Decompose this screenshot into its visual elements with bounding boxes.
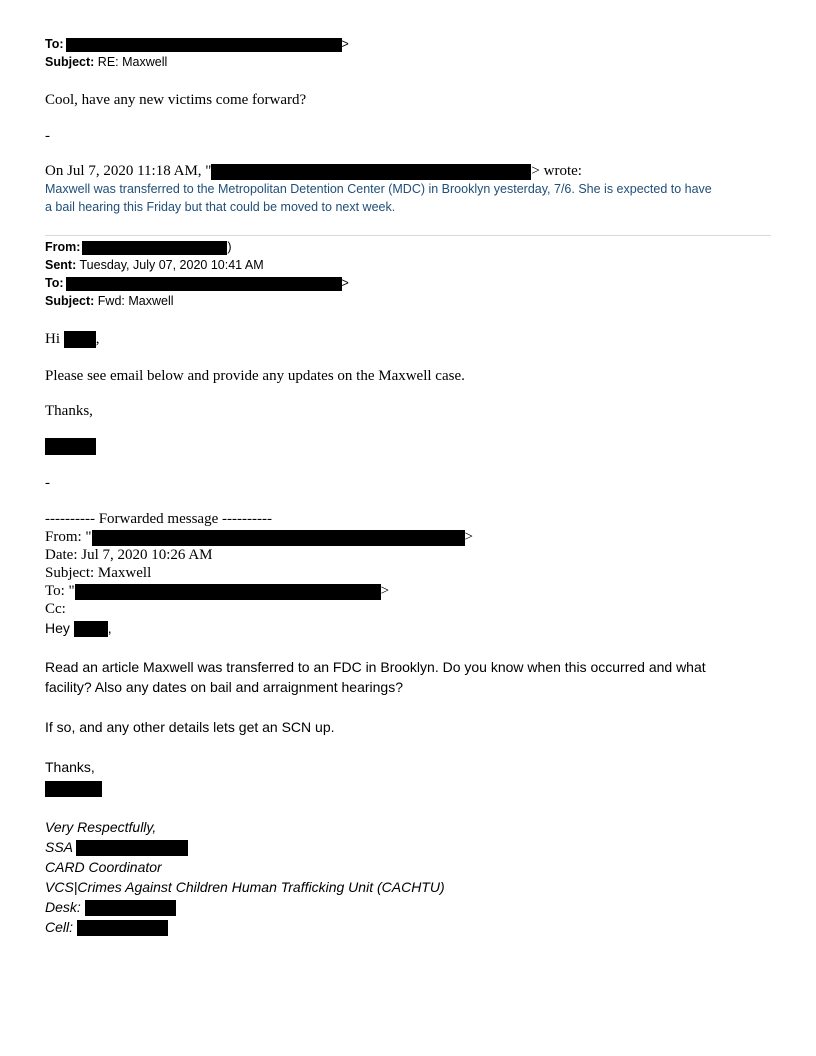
fwd1-sent-value: Tuesday, July 07, 2020 10:41 AM — [79, 258, 264, 272]
redaction-box — [82, 241, 227, 255]
redaction-box — [66, 38, 342, 52]
fwd2-greeting-text: Hey — [45, 620, 70, 636]
fwd2-greeting — [45, 620, 112, 637]
fwd2-body-line-3: If so, and any other details lets get an SCN up. — [45, 719, 335, 735]
fwd2-body-line-2: facility? Also any dates on bail and arraignment hearings? — [45, 679, 403, 695]
fwd1-subject-label: Subject: — [45, 294, 95, 308]
sig-desk-line — [45, 899, 176, 916]
fwd1-subject-value: Fwd: Maxwell — [97, 294, 174, 308]
sig-cell-label: Cell: — [45, 919, 74, 935]
redaction-box — [66, 277, 342, 291]
fwd1-sent-line — [45, 258, 264, 272]
fwd2-date-line: Date: Jul 7, 2020 10:26 AM — [45, 547, 213, 563]
fwd1-to-label: To: — [45, 276, 64, 290]
fwd1-signature-redaction — [45, 438, 96, 456]
sig-role: CARD Coordinator — [45, 859, 162, 875]
fwd2-from-suffix: > — [464, 529, 474, 545]
fwd2-to-suffix: > — [380, 583, 390, 599]
sig-desk-label: Desk: — [45, 899, 81, 915]
sig-title-prefix: SSA — [45, 839, 73, 855]
reply-to-line — [45, 37, 349, 52]
fwd1-from-line — [45, 240, 232, 255]
fwd2-body-line-1: Read an article Maxwell was transferred to an FDC in Brooklyn. Do you know when this occurred and what — [45, 659, 706, 675]
quote-body-line-2: a bail hearing this Friday but that could be moved to next week. — [45, 200, 396, 214]
fwd2-from-prefix: From: " — [45, 529, 92, 545]
redaction-box — [76, 840, 188, 856]
redaction-box — [75, 584, 381, 600]
fwd1-from-label: From: — [45, 240, 81, 254]
redaction-box — [85, 900, 176, 916]
fwd2-closing: Thanks, — [45, 759, 95, 775]
redaction-box — [74, 621, 108, 637]
fwd2-signature-redaction — [45, 780, 102, 798]
redaction-box — [64, 331, 96, 348]
redaction-box — [45, 438, 96, 455]
fwd2-subject-line: Subject: Maxwell — [45, 565, 152, 581]
fwd1-to-suffix: > — [341, 276, 349, 290]
fwd1-greeting-suffix: , — [95, 331, 100, 347]
reply-subject-label: Subject: — [45, 55, 95, 69]
quote-body-line-1: Maxwell was transferred to the Metropolitan Detention Center (MDC) in Brooklyn yesterday, 7/6. She is expected to have — [45, 182, 712, 196]
divider — [45, 235, 771, 236]
redaction-box — [211, 164, 531, 180]
sig-valediction: Very Respectfully, — [45, 819, 157, 835]
quote-suffix: > wrote: — [531, 163, 582, 179]
quote-attribution — [45, 163, 582, 180]
redaction-box — [45, 781, 102, 797]
fwd1-to-line — [45, 276, 349, 291]
fwd1-sent-label: Sent: — [45, 258, 77, 272]
fwd1-closing: Thanks, — [45, 403, 93, 419]
sig-cell-line — [45, 919, 168, 936]
redaction-box — [92, 530, 465, 546]
fwd2-from-line — [45, 529, 473, 546]
fwd2-cc-line: Cc: — [45, 601, 66, 617]
fwd1-from-suffix: ) — [227, 240, 232, 254]
fwd1-greeting-text: Hi — [45, 331, 60, 347]
fwd1-body: Please see email below and provide any updates on the Maxwell case. — [45, 368, 465, 384]
quote-prefix: On Jul 7, 2020 11:18 AM, " — [45, 163, 212, 179]
fwd1-subject-line — [45, 294, 174, 308]
fwd2-greeting-suffix: , — [107, 620, 112, 636]
fwd1-greeting — [45, 331, 100, 348]
reply-body: Cool, have any new victims come forward? — [45, 92, 307, 108]
sig-title-line — [45, 839, 188, 856]
reply-dash: - — [45, 128, 50, 144]
fwd2-to-prefix: To: " — [45, 583, 75, 599]
redaction-box — [77, 920, 168, 936]
reply-subject-line — [45, 55, 167, 69]
reply-subject-value: RE: Maxwell — [97, 55, 168, 69]
fwd2-to-line — [45, 583, 389, 600]
sig-unit: VCS|Crimes Against Children Human Trafficking Unit (CACHTU) — [45, 879, 445, 895]
fwd1-dash: - — [45, 475, 50, 491]
reply-to-suffix: > — [341, 37, 349, 51]
fwd2-separator: ---------- Forwarded message ---------- — [45, 511, 272, 527]
reply-to-label: To: — [45, 37, 64, 51]
